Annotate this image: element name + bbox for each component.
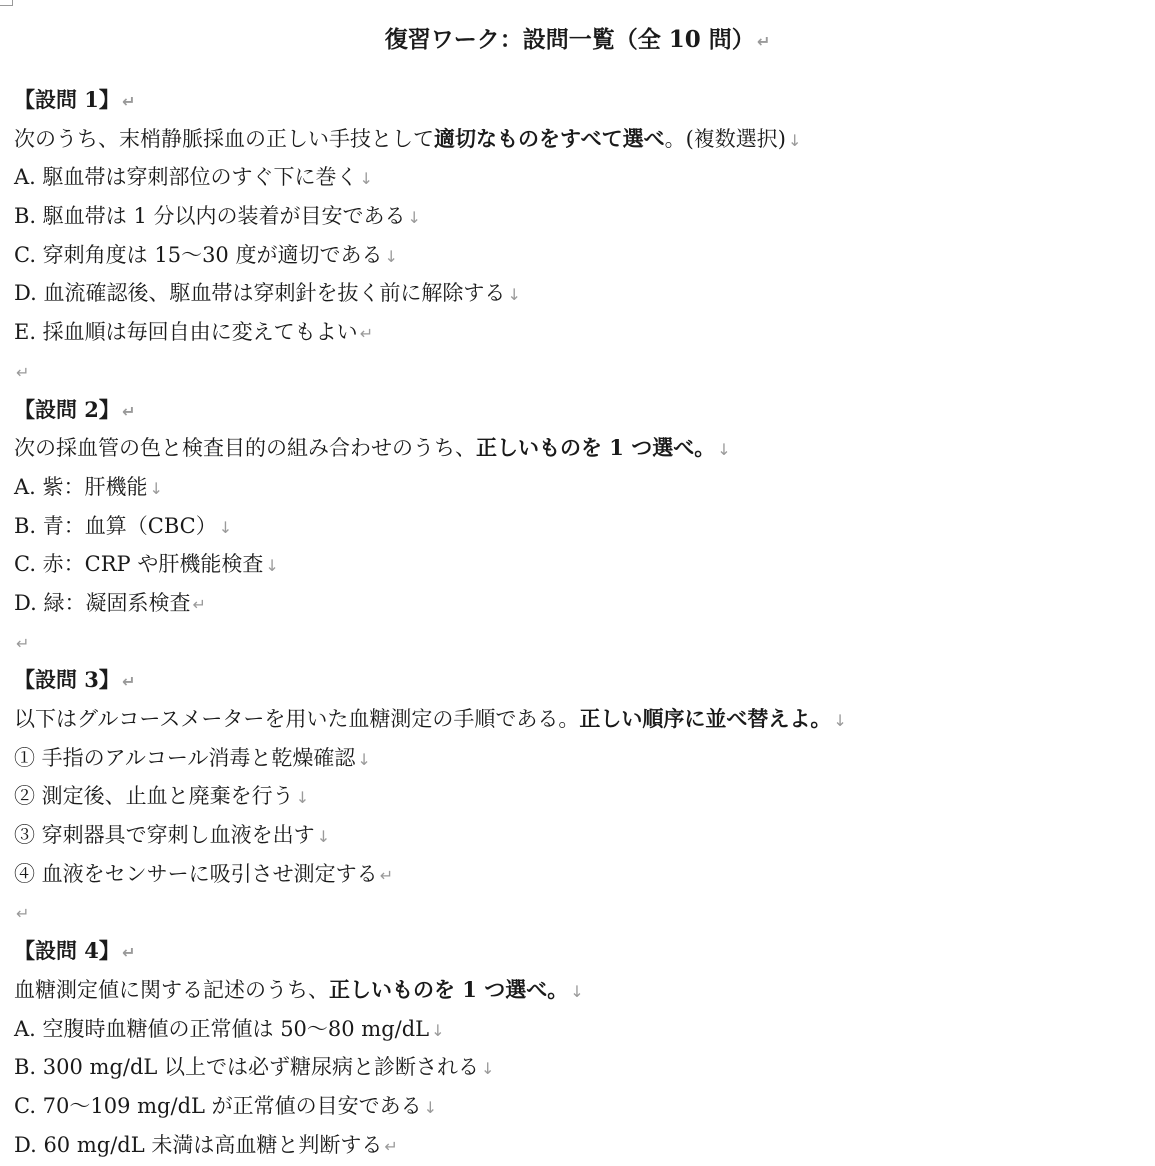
answer-option: D. 緑：凝固系検査 ↵ [14,590,206,615]
question-stem: 次のうち、末梢静脈採血の正しい手技として適切なものをすべて選べ。(複数選択) ↓ [14,125,802,151]
answer-option: A. 空腹時血糖値の正常値は 50〜80 mg/dL ↓ [14,1016,445,1041]
linebreak-mark: ↓ [423,1097,438,1117]
answer-option: B. 駆血帯は 1 分以内の装着が目安である ↓ [14,204,421,229]
paragraph-mark: ↵ [16,362,30,382]
paragraph-mark: ↵ [192,594,206,614]
paragraph-mark: ↵ [384,1136,398,1156]
page-title [0,23,1155,59]
linebreak-mark: ↓ [359,169,373,189]
linebreak-mark: ↓ [407,208,421,228]
paragraph-mark: ↵ [379,865,394,885]
paragraph-mark: ↵ [121,401,136,421]
answer-option: A. 紫：肝機能 ↓ [14,474,163,499]
question-stem: 血糖測定値に関する記述のうち、正しいものを 1 つ選べ。 ↓ [14,976,584,1002]
answer-option: B. 青：血算（CBC） ↓ [14,513,233,538]
answer-option: ② 測定後、止血と廃棄を行う ↓ [14,784,310,809]
question-heading: 【設問 3】 ↵ [14,667,136,693]
linebreak-mark: ↓ [357,749,371,769]
empty-paragraph [14,352,1144,391]
linebreak-mark: ↓ [316,827,331,847]
title-text: 復習ワーク：設問一覧（全 10 問） [384,26,755,53]
paragraph-mark: ↵ [121,943,136,963]
linebreak-mark: ↓ [507,285,521,305]
linebreak-mark: ↓ [570,981,584,1001]
answer-option: E. 採血順は毎回自由に変えてもよい ↵ [14,320,374,345]
answer-option: B. 300 mg/dL 以上では必ず糖尿病と診断される ↓ [14,1055,495,1080]
answer-option: A. 駆血帯は穿刺部位のすぐ下に巻く ↓ [14,165,373,190]
question-heading: 【設問 4】 ↵ [14,938,136,964]
paragraph-mark: ↵ [121,672,136,692]
answer-option: ③ 穿刺器具で穿刺し血液を出す ↓ [14,823,331,848]
document-body [14,81,1144,1164]
empty-paragraph [14,623,1144,662]
linebreak-mark: ↓ [295,788,310,808]
linebreak-mark: ↓ [431,1020,445,1040]
question-stem: 以下はグルコースメーターを用いた血糖測定の手順である。正しい順序に並べ替えよ。 ↓ [14,706,847,731]
linebreak-mark: ↓ [833,711,847,730]
answer-option: C. 穿刺角度は 15〜30 度が適切である ↓ [14,242,398,267]
linebreak-mark: ↓ [787,130,802,150]
page-corner-mark [0,0,13,6]
paragraph-mark: ↵ [121,92,136,111]
question-heading: 【設問 1】 ↵ [14,87,136,112]
answer-option: ④ 血液をセンサーに吸引させ測定する ↵ [14,861,394,886]
answer-option: D. 60 mg/dL 未満は高血糖と判断する ↵ [14,1132,398,1157]
answer-option: C. 70〜109 mg/dL が正常値の目安である ↓ [14,1093,438,1118]
question-heading: 【設問 2】 ↵ [14,396,136,422]
linebreak-mark: ↓ [265,556,279,576]
answer-option: D. 血流確認後、駆血帯は穿刺針を抜く前に解除する ↓ [14,281,521,306]
paragraph-mark: ↵ [16,904,30,924]
linebreak-mark: ↓ [384,246,398,266]
answer-option: ① 手指のアルコール消毒と乾燥確認 ↓ [14,745,371,770]
paragraph-mark: ↵ [359,324,374,344]
linebreak-mark: ↓ [218,517,233,537]
paragraph-mark: ↵ [756,32,771,51]
answer-option: C. 赤：CRP や肝機能検査 ↓ [14,552,279,577]
linebreak-mark: ↓ [481,1059,495,1079]
linebreak-mark: ↓ [717,440,731,460]
linebreak-mark: ↓ [149,478,163,498]
question-stem: 次の採血管の色と検査目的の組み合わせのうち、正しいものを 1 つ選べ。 ↓ [14,435,731,461]
empty-paragraph [14,893,1144,932]
paragraph-mark: ↵ [16,633,30,653]
